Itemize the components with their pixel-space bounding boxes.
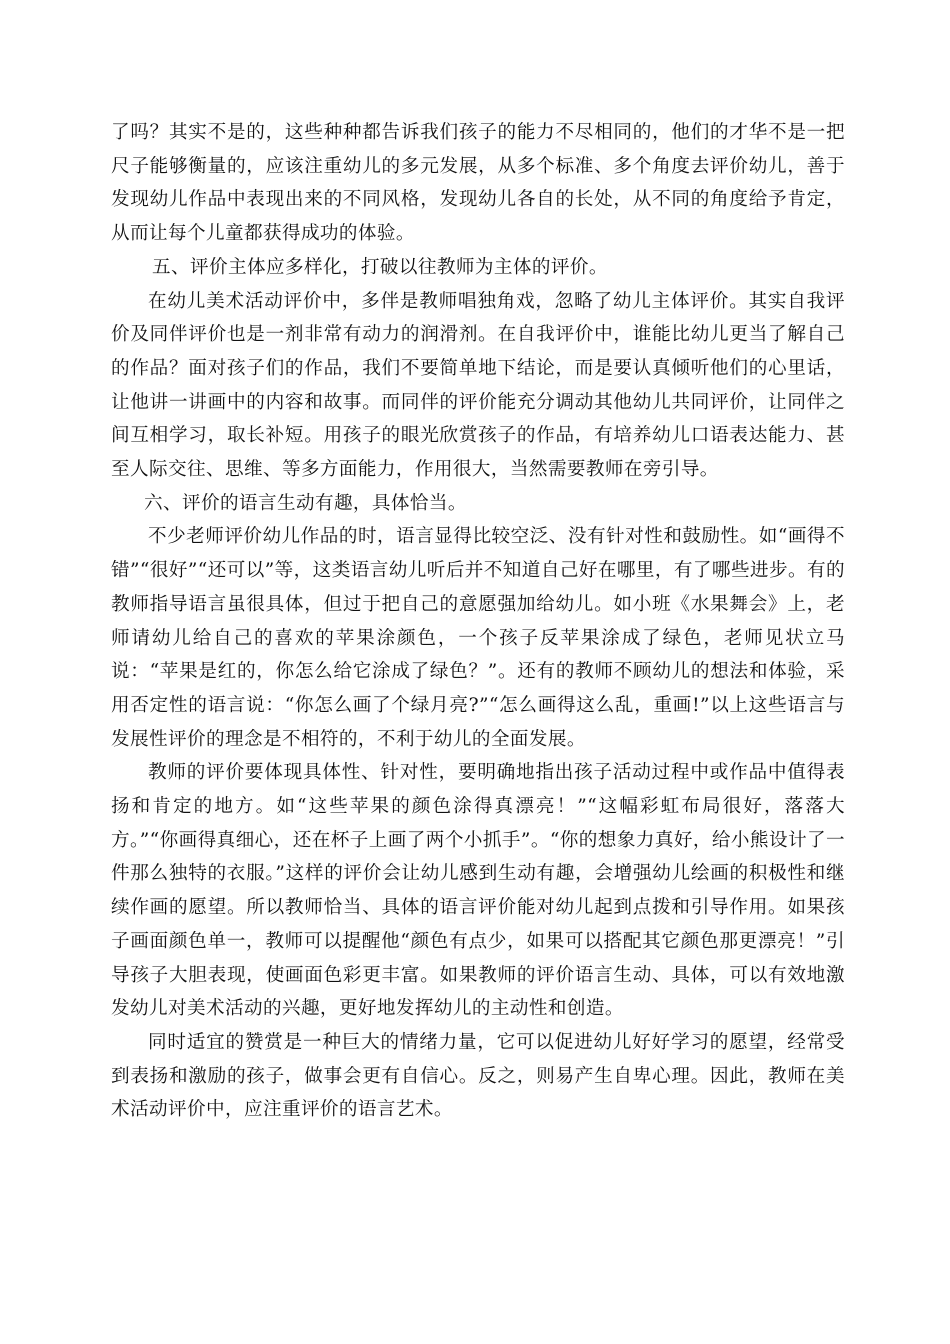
paragraph-peer-evaluation: 在幼儿美术活动评价中，多伴是教师唱独角戏，忽略了幼儿主体评价。其实自我评价及同伴评价也是一剂非常有动力的润滑剂。在自我评价中，谁能比幼儿更当了解自己的作品？面对孩子们的作品，我们不要简单地下结论，而是要认真倾听他们的心里话，让他讲一讲画中的内容和故事。而同伴的评价能充分调动其他幼儿共同评价，让同伴之间互相学习，取长补短。用孩子的眼光欣赏孩子的作品，有培养幼儿口语表达能力、甚至人际交往、思维、等多方面能力，作用很大，当然需要教师在旁引导。 — [111, 290, 845, 481]
document-page — [111, 116, 845, 1127]
paragraph-language-examples: 不少老师评价幼儿作品的时，语言显得比较空泛、没有针对性和鼓励性。如“画得不错”“很好”“还可以”等，这类语言幼儿听后并不知道自己好在哪里，有了哪些进步。有的教师指导语言虽很具体，但过于把自己的意愿强加给幼儿。如小班《水果舞会》上，老师请幼儿给自己的喜欢的苹果涂颜色，一个孩子反苹果涂成了绿色，老师见状立马说：“苹果是红的，你怎么给它涂成了绿色？”。还有的教师不顾幼儿的想法和体验，采用否定性的语言说：“你怎么画了个绿月亮?”“怎么画得这么乱，重画!”以上这些语言与发展性评价的理念是不相符的，不利于幼儿的全面发展。 — [111, 526, 845, 750]
section-heading-5: 五、评价主体应多样化，打破以往教师为主体的评价。 — [152, 256, 608, 278]
paragraph-continuation: 了吗？其实不是的，这些种种都告诉我们孩子的能力不尽相同的，他们的才华不是一把尺子能够衡量的，应该注重幼儿的多元发展，从多个标准、多个角度去评价幼儿，善于发现幼儿作品中表现出来的不同风格，发现幼儿各自的长处，从不同的角度给予肯定，从而让每个儿童都获得成功的体验。 — [111, 122, 845, 245]
paragraph-specific-evaluation: 教师的评价要体现具体性、针对性，要明确地指出孩子活动过程中或作品中值得表扬和肯定的地方。如“这些苹果的颜色涂得真漂亮！”“这幅彩虹布局很好，落落大方。”“你画得真细心，还在杯子上画了两个小抓手”。“你的想象力真好，给小熊设计了一件那么独特的衣服。”这样的评价会让幼儿感到生动有趣，会增强幼儿绘画的积极性和继续作画的愿望。所以教师恰当、具体的语言评价能对幼儿起到点拨和引导作用。如果孩子画面颜色单一，教师可以提醒他“颜色有点少，如果可以搭配其它颜色那更漂亮！”引导孩子大胆表现，使画面色彩更丰富。如果教师的评价语言生动、具体，可以有效地激发幼儿对美术活动的兴趣，更好地发挥幼儿的主动性和创造。 — [111, 762, 845, 1020]
section-heading-6: 六、评价的语言生动有趣，具体恰当。 — [144, 492, 467, 514]
paragraph-praise: 同时适宜的赞赏是一种巨大的情绪力量，它可以促进幼儿好好学习的愿望，经常受到表扬和激励的孩子，做事会更有自信心。反之，则易产生自卑心理。因此，教师在美术活动评价中，应注重评价的语言艺术。 — [111, 1031, 845, 1121]
